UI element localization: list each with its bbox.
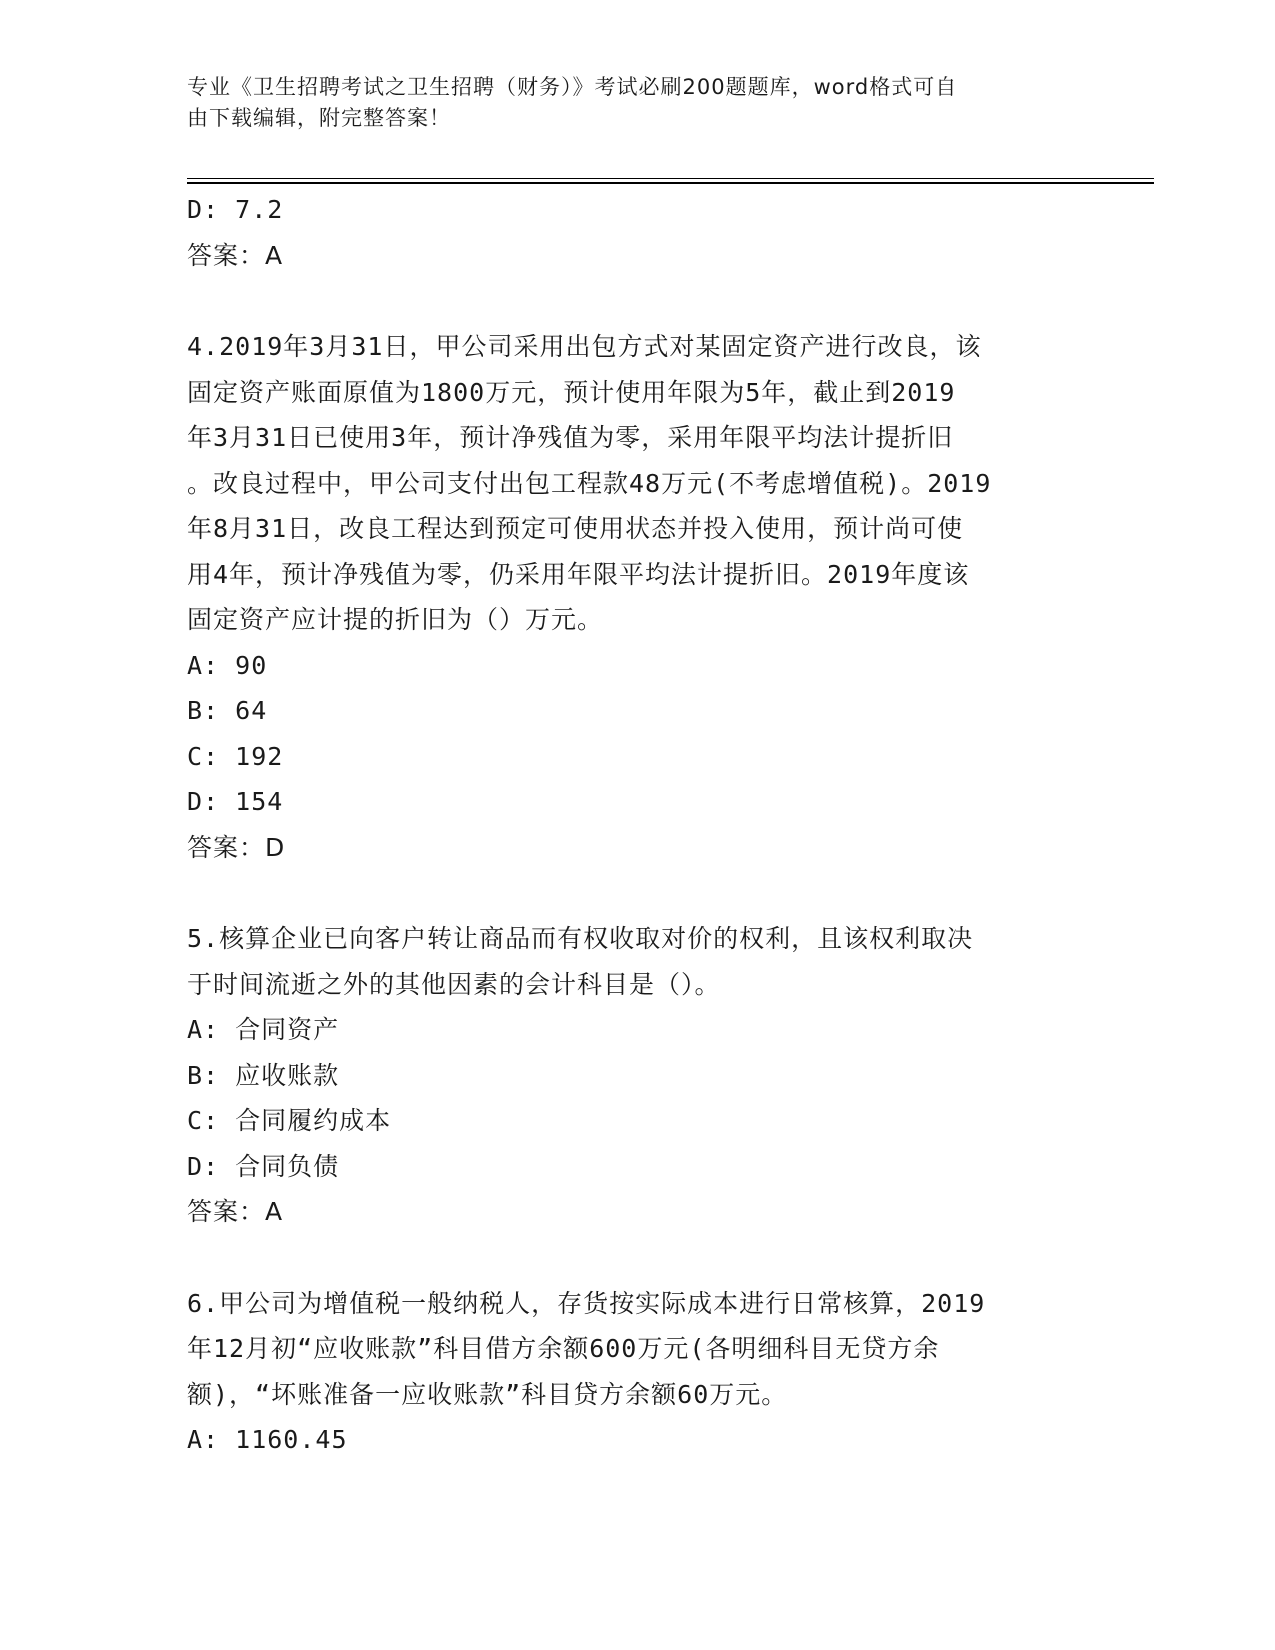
q4-option-d: D: 154 <box>187 787 284 816</box>
q5-stem <box>187 916 1087 1007</box>
header-divider-thick <box>187 182 1154 184</box>
q5-option-b: B: 应收账款 <box>187 1060 340 1090</box>
q6-stem-line: 年12月初“应收账款”科目借方余额600万元(各明细科目无贷方余 <box>187 1334 940 1363</box>
document-body <box>187 187 1087 1463</box>
q6-stem <box>187 1281 1087 1418</box>
q4-stem-line: 用4年，预计净残值为零，仍采用年限平均法计提折旧。2019年度该 <box>187 559 970 589</box>
q4-option-a: A: 90 <box>187 650 268 680</box>
q4-answer: 答案：D <box>187 832 286 862</box>
q5-stem-line: 5.核算企业已向客户转让商品而有权收取对价的权利，且该权利取决 <box>187 924 974 953</box>
q4-option-c: C: 192 <box>187 741 284 771</box>
q4-option-b: B: 64 <box>187 696 268 725</box>
header-divider-thin <box>187 178 1154 179</box>
q6-stem-line: 6.甲公司为增值税一般纳税人，存货按实际成本进行日常核算，2019 <box>187 1288 986 1318</box>
q4-stem-line: 。改良过程中，甲公司支付出包工程款48万元(不考虑增值税)。2019 <box>187 468 992 498</box>
q6-option-a: A: 1160.45 <box>187 1425 348 1454</box>
q4-stem <box>187 324 1087 643</box>
q4-stem-line: 年3月31日已使用3年，预计净残值为零，采用年限平均法计提折旧 <box>187 423 954 452</box>
header-line-1: 专业《卫生招聘考试之卫生招聘（财务）》考试必刷200题题库，word格式可自 <box>187 75 958 99</box>
document-header <box>187 72 1067 134</box>
q5-stem-line: 于时间流逝之外的其他因素的会计科目是（）。 <box>187 969 721 999</box>
header-line-2: 由下载编辑，附完整答案！ <box>187 106 451 130</box>
q4-stem-line: 固定资产应计提的折旧为（）万元。 <box>187 605 604 634</box>
q4-stem-line: 4.2019年3月31日，甲公司采用出包方式对某固定资产进行改良，该 <box>187 332 982 361</box>
q3-option-d: D: 7.2 <box>187 195 284 224</box>
q4-stem-line: 年8月31日，改良工程达到预定可使用状态并投入使用，预计尚可使 <box>187 514 964 543</box>
q5-option-a: A: 合同资产 <box>187 1015 340 1044</box>
q5-answer: 答案：A <box>187 1197 284 1226</box>
q5-option-c: C: 合同履约成本 <box>187 1106 392 1135</box>
q4-stem-line: 固定资产账面原值为1800万元，预计使用年限为5年，截止到2019 <box>187 377 956 407</box>
q6-stem-line: 额)，“坏账准备一应收账款”科目贷方余额60万元。 <box>187 1379 788 1409</box>
q5-option-d: D: 合同负债 <box>187 1151 340 1181</box>
q3-answer: 答案：A <box>187 240 284 270</box>
